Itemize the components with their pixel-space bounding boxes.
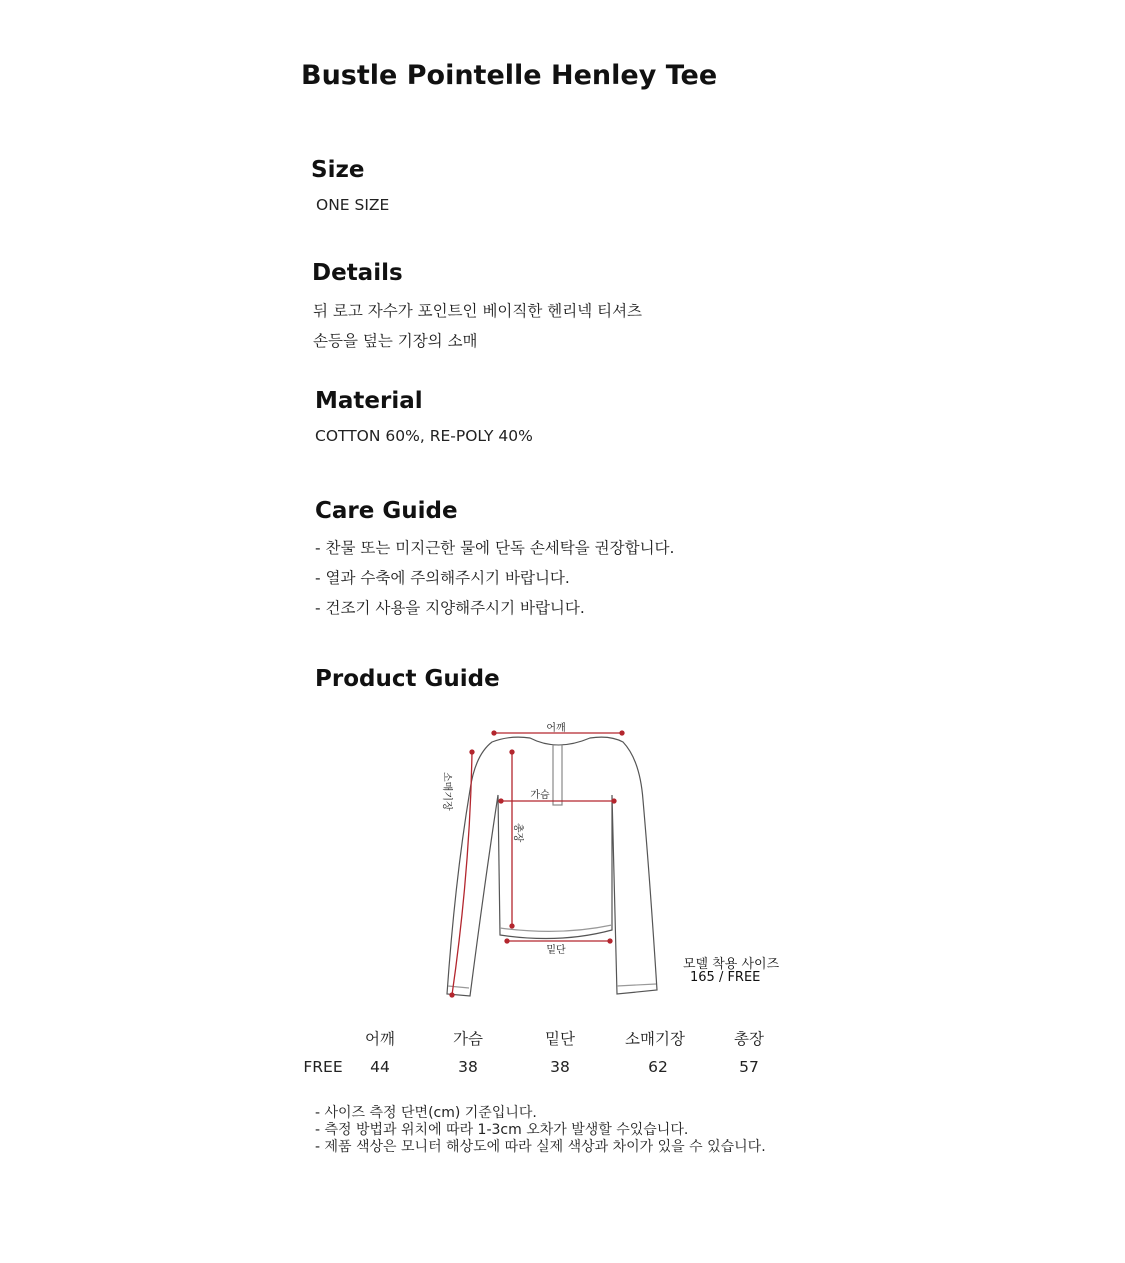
care-line: - 열과 수축에 주의해주시기 바랍니다. bbox=[315, 569, 570, 587]
label-length: 총장 bbox=[512, 823, 523, 843]
header-sleeve: 소매기장 bbox=[625, 1030, 685, 1048]
label-chest: 가슴 bbox=[530, 790, 550, 801]
size-table-header bbox=[0, 1027, 1125, 1047]
row-size: FREE bbox=[303, 1058, 343, 1076]
note-line: - 사이즈 측정 단면(cm) 기준입니다. bbox=[315, 1105, 537, 1121]
header-hem: 밑단 bbox=[545, 1030, 575, 1048]
sleeve-arrow bbox=[452, 752, 472, 995]
material-heading: Material bbox=[315, 388, 423, 414]
cell: 62 bbox=[648, 1058, 668, 1076]
label-shoulder: 어깨 bbox=[546, 723, 566, 734]
shirt-outline bbox=[447, 737, 657, 996]
measure-arrows bbox=[450, 731, 624, 997]
label-sleeve: 소매기장 bbox=[441, 772, 452, 811]
label-hem: 밑단 bbox=[546, 945, 566, 956]
size-heading: Size bbox=[311, 157, 365, 183]
details-line: 뒤 로고 자수가 포인트인 베이직한 헨리넥 티셔츠 bbox=[313, 302, 643, 320]
material-value: COTTON 60%, RE-POLY 40% bbox=[315, 427, 533, 445]
details-line: 손등을 덮는 기장의 소매 bbox=[313, 332, 478, 350]
product-title: Bustle Pointelle Henley Tee bbox=[301, 60, 718, 91]
product-guide-heading: Product Guide bbox=[315, 666, 500, 692]
size-value: ONE SIZE bbox=[316, 196, 390, 214]
care-line: - 찬물 또는 미지근한 물에 단독 손세탁을 권장합니다. bbox=[315, 539, 675, 557]
header-chest: 가슴 bbox=[453, 1030, 483, 1048]
cell: 38 bbox=[458, 1058, 478, 1076]
model-size-label: 모델 착용 사이즈 bbox=[683, 957, 780, 972]
cell: 57 bbox=[739, 1058, 759, 1076]
care-line: - 건조기 사용을 지양해주시기 바랍니다. bbox=[315, 599, 585, 617]
care-heading: Care Guide bbox=[315, 498, 458, 524]
notes bbox=[315, 1105, 766, 1156]
note-line: - 제품 색상은 모니터 해상도에 따라 실제 색상과 차이가 있을 수 있습니다. bbox=[315, 1139, 766, 1155]
details-heading: Details bbox=[312, 260, 403, 286]
cell: 38 bbox=[550, 1058, 570, 1076]
header-shoulder: 어깨 bbox=[365, 1030, 395, 1048]
model-size-value: 165 / FREE bbox=[690, 970, 761, 985]
size-table-row bbox=[0, 1058, 1125, 1078]
note-line: - 측정 방법과 위치에 따라 1-3cm 오차가 발생할 수있습니다. bbox=[315, 1122, 689, 1138]
header-length: 총장 bbox=[734, 1030, 764, 1048]
cell: 44 bbox=[370, 1058, 390, 1076]
